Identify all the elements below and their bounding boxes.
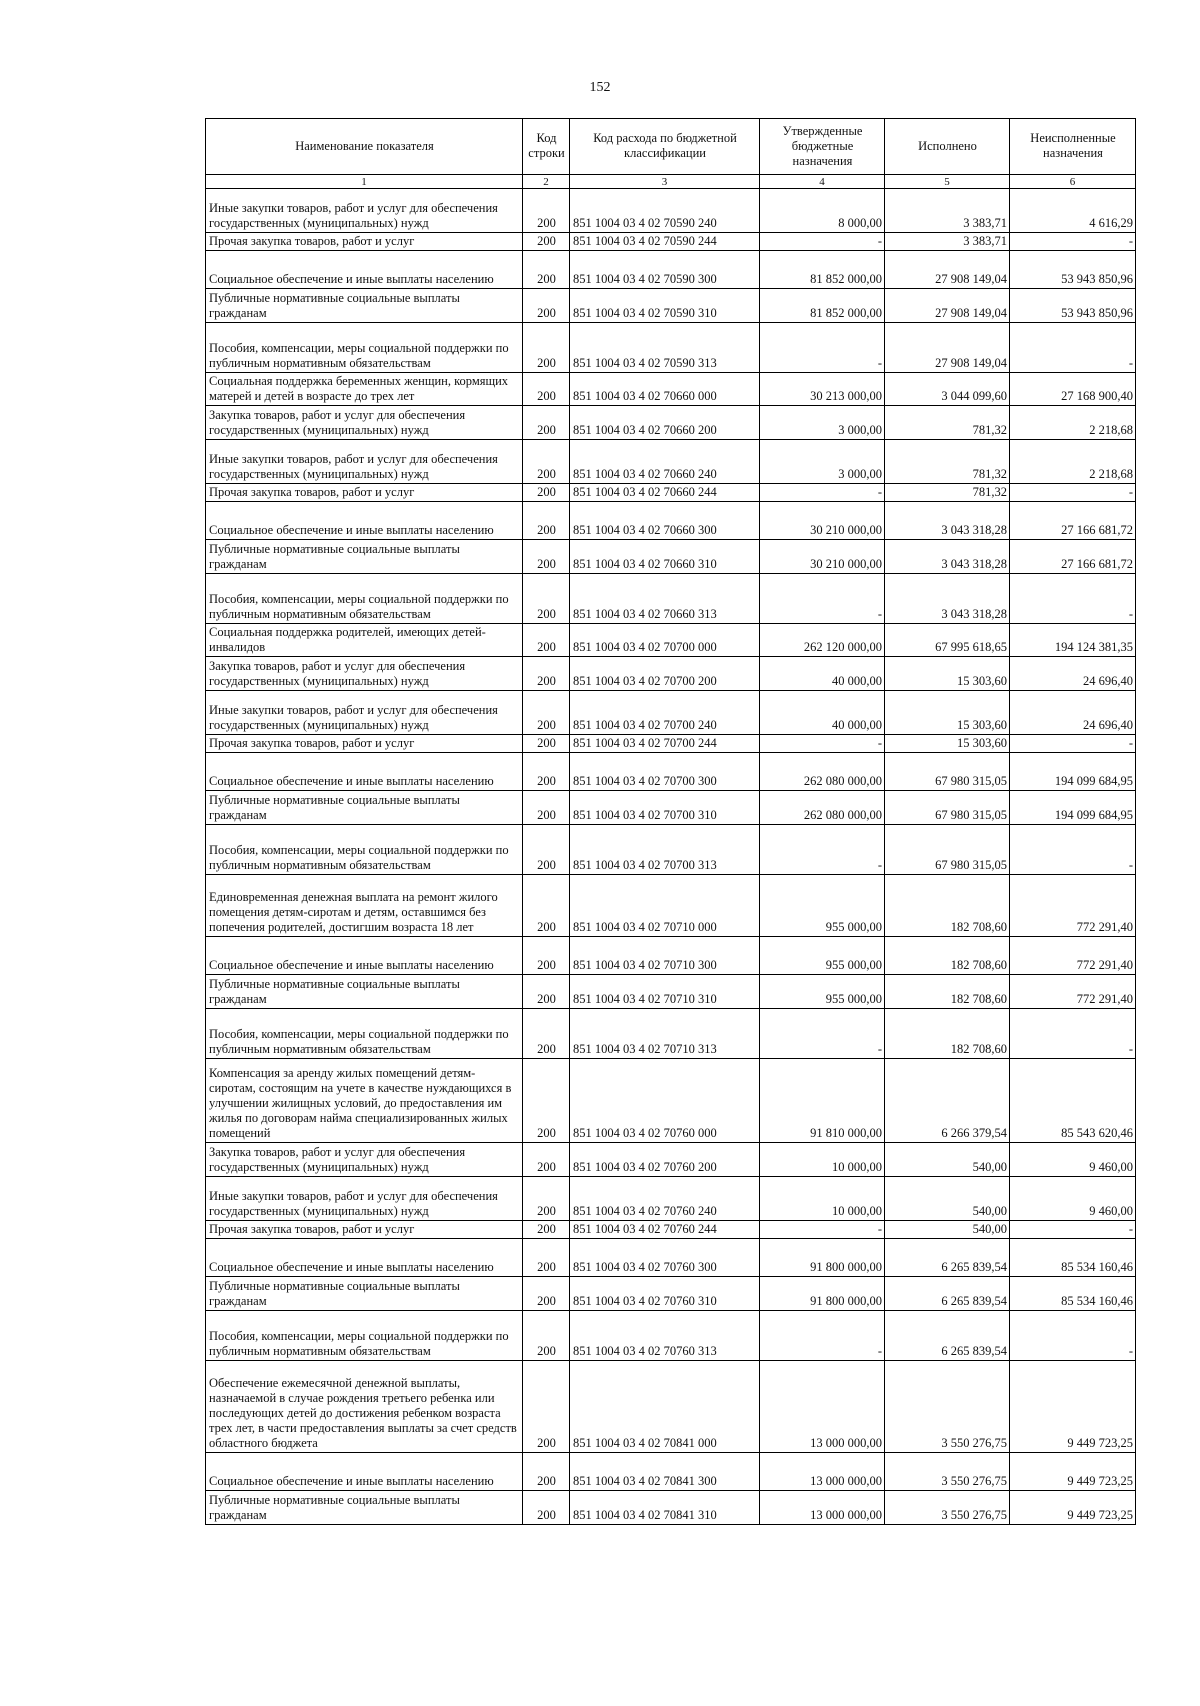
table-row bbox=[206, 624, 1136, 657]
approved-amount: 13 000 000,00 bbox=[760, 1361, 885, 1453]
budget-classification-code: 851 1004 03 4 02 70841 300 bbox=[570, 1453, 760, 1491]
executed-amount: 15 303,60 bbox=[885, 657, 1010, 691]
indicator-name: Прочая закупка товаров, работ и услуг bbox=[206, 484, 523, 502]
executed-amount: 781,32 bbox=[885, 406, 1010, 440]
remaining-amount: 27 168 900,40 bbox=[1010, 373, 1136, 406]
approved-amount: 8 000,00 bbox=[760, 189, 885, 233]
row-code: 200 bbox=[523, 574, 570, 624]
table-row bbox=[206, 251, 1136, 289]
row-code: 200 bbox=[523, 406, 570, 440]
approved-amount: 3 000,00 bbox=[760, 440, 885, 484]
row-code: 200 bbox=[523, 691, 570, 735]
executed-amount: 781,32 bbox=[885, 484, 1010, 502]
table-row bbox=[206, 574, 1136, 624]
budget-classification-code: 851 1004 03 4 02 70660 300 bbox=[570, 502, 760, 540]
column-numbers-row bbox=[206, 175, 1136, 189]
table-row bbox=[206, 406, 1136, 440]
table-row bbox=[206, 1239, 1136, 1277]
row-code: 200 bbox=[523, 753, 570, 791]
budget-classification-code: 851 1004 03 4 02 70760 300 bbox=[570, 1239, 760, 1277]
row-code: 200 bbox=[523, 1239, 570, 1277]
remaining-amount: 27 166 681,72 bbox=[1010, 502, 1136, 540]
executed-amount: 27 908 149,04 bbox=[885, 323, 1010, 373]
approved-amount: 91 800 000,00 bbox=[760, 1277, 885, 1311]
budget-classification-code: 851 1004 03 4 02 70760 240 bbox=[570, 1177, 760, 1221]
indicator-name: Единовременная денежная выплата на ремонт жилого помещения детям-сиротам и детям, оставшимся без попечения родителей, достигшим возраста 18 лет bbox=[206, 875, 523, 937]
table-row bbox=[206, 1221, 1136, 1239]
remaining-amount: 85 534 160,46 bbox=[1010, 1239, 1136, 1277]
table-row bbox=[206, 289, 1136, 323]
approved-amount: 10 000,00 bbox=[760, 1143, 885, 1177]
row-code: 200 bbox=[523, 1177, 570, 1221]
approved-amount: 91 810 000,00 bbox=[760, 1059, 885, 1143]
remaining-amount: 9 460,00 bbox=[1010, 1177, 1136, 1221]
indicator-name: Прочая закупка товаров, работ и услуг bbox=[206, 1221, 523, 1239]
row-code: 200 bbox=[523, 735, 570, 753]
row-code: 200 bbox=[523, 1311, 570, 1361]
remaining-amount: 194 099 684,95 bbox=[1010, 753, 1136, 791]
remaining-amount: 772 291,40 bbox=[1010, 875, 1136, 937]
table-row bbox=[206, 440, 1136, 484]
executed-amount: 3 044 099,60 bbox=[885, 373, 1010, 406]
indicator-name: Социальное обеспечение и иные выплаты населению bbox=[206, 502, 523, 540]
indicator-name: Социальное обеспечение и иные выплаты населению bbox=[206, 937, 523, 975]
remaining-amount: 53 943 850,96 bbox=[1010, 251, 1136, 289]
remaining-amount: 85 543 620,46 bbox=[1010, 1059, 1136, 1143]
indicator-name: Публичные нормативные социальные выплаты гражданам bbox=[206, 540, 523, 574]
indicator-name: Пособия, компенсации, меры социальной поддержки по публичным нормативным обязательствам bbox=[206, 1009, 523, 1059]
table-row bbox=[206, 1059, 1136, 1143]
row-code: 200 bbox=[523, 624, 570, 657]
executed-amount: 27 908 149,04 bbox=[885, 289, 1010, 323]
row-code: 200 bbox=[523, 791, 570, 825]
row-code: 200 bbox=[523, 289, 570, 323]
budget-classification-code: 851 1004 03 4 02 70710 310 bbox=[570, 975, 760, 1009]
executed-amount: 540,00 bbox=[885, 1177, 1010, 1221]
table-row bbox=[206, 657, 1136, 691]
row-code: 200 bbox=[523, 975, 570, 1009]
table-row bbox=[206, 735, 1136, 753]
column-number: 3 bbox=[570, 175, 760, 189]
approved-amount: 13 000 000,00 bbox=[760, 1453, 885, 1491]
header-approved: Утвержденные бюджетные назначения bbox=[760, 119, 885, 175]
approved-amount: - bbox=[760, 233, 885, 251]
remaining-amount: 772 291,40 bbox=[1010, 937, 1136, 975]
executed-amount: 27 908 149,04 bbox=[885, 251, 1010, 289]
header-executed: Исполнено bbox=[885, 119, 1010, 175]
column-number: 2 bbox=[523, 175, 570, 189]
approved-amount: - bbox=[760, 1221, 885, 1239]
remaining-amount: - bbox=[1010, 233, 1136, 251]
table-row bbox=[206, 233, 1136, 251]
approved-amount: - bbox=[760, 323, 885, 373]
indicator-name: Закупка товаров, работ и услуг для обеспечения государственных (муниципальных) нужд bbox=[206, 406, 523, 440]
approved-amount: 81 852 000,00 bbox=[760, 251, 885, 289]
indicator-name: Обеспечение ежемесячной денежной выплаты, назначаемой в случае рождения третьего ребенка или последующих детей до достижения ребенком возраста трех лет, в части предоставления выплаты за счет средств областного бюджета bbox=[206, 1361, 523, 1453]
executed-amount: 182 708,60 bbox=[885, 975, 1010, 1009]
row-code: 200 bbox=[523, 484, 570, 502]
remaining-amount: 772 291,40 bbox=[1010, 975, 1136, 1009]
table-row bbox=[206, 825, 1136, 875]
indicator-name: Иные закупки товаров, работ и услуг для обеспечения государственных (муниципальных) нужд bbox=[206, 189, 523, 233]
row-code: 200 bbox=[523, 323, 570, 373]
approved-amount: 955 000,00 bbox=[760, 975, 885, 1009]
executed-amount: 67 995 618,65 bbox=[885, 624, 1010, 657]
table-row bbox=[206, 1311, 1136, 1361]
remaining-amount: 53 943 850,96 bbox=[1010, 289, 1136, 323]
table-row bbox=[206, 791, 1136, 825]
approved-amount: 955 000,00 bbox=[760, 937, 885, 975]
indicator-name: Пособия, компенсации, меры социальной поддержки по публичным нормативным обязательствам bbox=[206, 1311, 523, 1361]
table-row bbox=[206, 1491, 1136, 1525]
row-code: 200 bbox=[523, 373, 570, 406]
approved-amount: 40 000,00 bbox=[760, 657, 885, 691]
remaining-amount: 2 218,68 bbox=[1010, 440, 1136, 484]
remaining-amount: 27 166 681,72 bbox=[1010, 540, 1136, 574]
executed-amount: 3 043 318,28 bbox=[885, 502, 1010, 540]
executed-amount: 182 708,60 bbox=[885, 875, 1010, 937]
approved-amount: 262 120 000,00 bbox=[760, 624, 885, 657]
approved-amount: - bbox=[760, 574, 885, 624]
budget-classification-code: 851 1004 03 4 02 70590 300 bbox=[570, 251, 760, 289]
table-header bbox=[206, 119, 1136, 175]
executed-amount: 3 383,71 bbox=[885, 189, 1010, 233]
budget-classification-code: 851 1004 03 4 02 70760 310 bbox=[570, 1277, 760, 1311]
budget-classification-code: 851 1004 03 4 02 70590 313 bbox=[570, 323, 760, 373]
remaining-amount: - bbox=[1010, 1221, 1136, 1239]
indicator-name: Социальная поддержка беременных женщин, кормящих матерей и детей в возрасте до трех лет bbox=[206, 373, 523, 406]
indicator-name: Прочая закупка товаров, работ и услуг bbox=[206, 233, 523, 251]
budget-classification-code: 851 1004 03 4 02 70700 244 bbox=[570, 735, 760, 753]
indicator-name: Социальное обеспечение и иные выплаты населению bbox=[206, 753, 523, 791]
executed-amount: 67 980 315,05 bbox=[885, 791, 1010, 825]
remaining-amount: 9 449 723,25 bbox=[1010, 1491, 1136, 1525]
row-code: 200 bbox=[523, 1221, 570, 1239]
row-code: 200 bbox=[523, 1491, 570, 1525]
table-row bbox=[206, 975, 1136, 1009]
executed-amount: 781,32 bbox=[885, 440, 1010, 484]
table-row bbox=[206, 323, 1136, 373]
row-code: 200 bbox=[523, 1143, 570, 1177]
column-number: 1 bbox=[206, 175, 523, 189]
approved-amount: - bbox=[760, 1311, 885, 1361]
indicator-name: Социальная поддержка родителей, имеющих детей-инвалидов bbox=[206, 624, 523, 657]
remaining-amount: 24 696,40 bbox=[1010, 691, 1136, 735]
budget-classification-code: 851 1004 03 4 02 70590 244 bbox=[570, 233, 760, 251]
executed-amount: 67 980 315,05 bbox=[885, 753, 1010, 791]
indicator-name: Иные закупки товаров, работ и услуг для обеспечения государственных (муниципальных) нужд bbox=[206, 691, 523, 735]
remaining-amount: 4 616,29 bbox=[1010, 189, 1136, 233]
page-number: 152 bbox=[589, 80, 611, 95]
remaining-amount: - bbox=[1010, 1009, 1136, 1059]
budget-classification-code: 851 1004 03 4 02 70590 240 bbox=[570, 189, 760, 233]
indicator-name: Закупка товаров, работ и услуг для обеспечения государственных (муниципальных) нужд bbox=[206, 657, 523, 691]
indicator-name: Публичные нормативные социальные выплаты гражданам bbox=[206, 791, 523, 825]
row-code: 200 bbox=[523, 502, 570, 540]
budget-classification-code: 851 1004 03 4 02 70710 313 bbox=[570, 1009, 760, 1059]
indicator-name: Компенсация за аренду жилых помещений детям-сиротам, состоящим на учете в качестве нуждающихся в улучшении жилищных условий, до предоставления им жилья по договорам найма специализированных жилых помещений bbox=[206, 1059, 523, 1143]
table-row bbox=[206, 1009, 1136, 1059]
table-row bbox=[206, 875, 1136, 937]
table-row bbox=[206, 540, 1136, 574]
indicator-name: Социальное обеспечение и иные выплаты населению bbox=[206, 1453, 523, 1491]
remaining-amount: 24 696,40 bbox=[1010, 657, 1136, 691]
budget-classification-code: 851 1004 03 4 02 70660 200 bbox=[570, 406, 760, 440]
column-number: 6 bbox=[1010, 175, 1136, 189]
table-row bbox=[206, 1277, 1136, 1311]
approved-amount: 262 080 000,00 bbox=[760, 791, 885, 825]
executed-amount: 540,00 bbox=[885, 1221, 1010, 1239]
table-row bbox=[206, 189, 1136, 233]
remaining-amount: - bbox=[1010, 1311, 1136, 1361]
executed-amount: 3 043 318,28 bbox=[885, 574, 1010, 624]
indicator-name: Прочая закупка товаров, работ и услуг bbox=[206, 735, 523, 753]
executed-amount: 182 708,60 bbox=[885, 937, 1010, 975]
executed-amount: 3 550 276,75 bbox=[885, 1361, 1010, 1453]
remaining-amount: 85 534 160,46 bbox=[1010, 1277, 1136, 1311]
indicator-name: Закупка товаров, работ и услуг для обеспечения государственных (муниципальных) нужд bbox=[206, 1143, 523, 1177]
budget-classification-code: 851 1004 03 4 02 70760 244 bbox=[570, 1221, 760, 1239]
remaining-amount: - bbox=[1010, 825, 1136, 875]
row-code: 200 bbox=[523, 875, 570, 937]
executed-amount: 6 265 839,54 bbox=[885, 1277, 1010, 1311]
table-row bbox=[206, 373, 1136, 406]
approved-amount: 91 800 000,00 bbox=[760, 1239, 885, 1277]
indicator-name: Публичные нормативные социальные выплаты гражданам bbox=[206, 289, 523, 323]
row-code: 200 bbox=[523, 189, 570, 233]
row-code: 200 bbox=[523, 1277, 570, 1311]
approved-amount: 3 000,00 bbox=[760, 406, 885, 440]
indicator-name: Публичные нормативные социальные выплаты гражданам bbox=[206, 975, 523, 1009]
approved-amount: 10 000,00 bbox=[760, 1177, 885, 1221]
approved-amount: - bbox=[760, 1009, 885, 1059]
budget-classification-code: 851 1004 03 4 02 70660 000 bbox=[570, 373, 760, 406]
table-row bbox=[206, 484, 1136, 502]
table-body bbox=[206, 175, 1136, 1525]
budget-classification-code: 851 1004 03 4 02 70841 310 bbox=[570, 1491, 760, 1525]
budget-classification-code: 851 1004 03 4 02 70660 310 bbox=[570, 540, 760, 574]
remaining-amount: - bbox=[1010, 484, 1136, 502]
budget-classification-code: 851 1004 03 4 02 70700 310 bbox=[570, 791, 760, 825]
row-code: 200 bbox=[523, 825, 570, 875]
indicator-name: Пособия, компенсации, меры социальной поддержки по публичным нормативным обязательствам bbox=[206, 323, 523, 373]
executed-amount: 3 043 318,28 bbox=[885, 540, 1010, 574]
budget-execution-table bbox=[205, 118, 1136, 1525]
executed-amount: 3 550 276,75 bbox=[885, 1491, 1010, 1525]
executed-amount: 6 265 839,54 bbox=[885, 1239, 1010, 1277]
indicator-name: Социальное обеспечение и иные выплаты населению bbox=[206, 1239, 523, 1277]
budget-classification-code: 851 1004 03 4 02 70760 200 bbox=[570, 1143, 760, 1177]
row-code: 200 bbox=[523, 440, 570, 484]
indicator-name: Социальное обеспечение и иные выплаты населению bbox=[206, 251, 523, 289]
budget-classification-code: 851 1004 03 4 02 70710 000 bbox=[570, 875, 760, 937]
row-code: 200 bbox=[523, 937, 570, 975]
table-row bbox=[206, 1177, 1136, 1221]
budget-classification-code: 851 1004 03 4 02 70660 313 bbox=[570, 574, 760, 624]
budget-classification-code: 851 1004 03 4 02 70760 313 bbox=[570, 1311, 760, 1361]
budget-classification-code: 851 1004 03 4 02 70590 310 bbox=[570, 289, 760, 323]
row-code: 200 bbox=[523, 1361, 570, 1453]
budget-classification-code: 851 1004 03 4 02 70700 240 bbox=[570, 691, 760, 735]
approved-amount: - bbox=[760, 484, 885, 502]
executed-amount: 67 980 315,05 bbox=[885, 825, 1010, 875]
executed-amount: 6 265 839,54 bbox=[885, 1311, 1010, 1361]
remaining-amount: 9 449 723,25 bbox=[1010, 1453, 1136, 1491]
budget-classification-code: 851 1004 03 4 02 70660 244 bbox=[570, 484, 760, 502]
approved-amount: - bbox=[760, 735, 885, 753]
remaining-amount: 9 449 723,25 bbox=[1010, 1361, 1136, 1453]
approved-amount: 955 000,00 bbox=[760, 875, 885, 937]
indicator-name: Публичные нормативные социальные выплаты гражданам bbox=[206, 1277, 523, 1311]
remaining-amount: - bbox=[1010, 735, 1136, 753]
column-number: 5 bbox=[885, 175, 1010, 189]
executed-amount: 15 303,60 bbox=[885, 691, 1010, 735]
header-row-code: Код строки bbox=[523, 119, 570, 175]
budget-classification-code: 851 1004 03 4 02 70700 300 bbox=[570, 753, 760, 791]
table-row bbox=[206, 937, 1136, 975]
approved-amount: 13 000 000,00 bbox=[760, 1491, 885, 1525]
budget-classification-code: 851 1004 03 4 02 70710 300 bbox=[570, 937, 760, 975]
header-remaining: Неисполненные назначения bbox=[1010, 119, 1136, 175]
row-code: 200 bbox=[523, 657, 570, 691]
approved-amount: 262 080 000,00 bbox=[760, 753, 885, 791]
budget-classification-code: 851 1004 03 4 02 70760 000 bbox=[570, 1059, 760, 1143]
remaining-amount: 194 124 381,35 bbox=[1010, 624, 1136, 657]
budget-classification-code: 851 1004 03 4 02 70700 000 bbox=[570, 624, 760, 657]
executed-amount: 3 383,71 bbox=[885, 233, 1010, 251]
approved-amount: 30 210 000,00 bbox=[760, 502, 885, 540]
row-code: 200 bbox=[523, 251, 570, 289]
remaining-amount: - bbox=[1010, 323, 1136, 373]
executed-amount: 6 266 379,54 bbox=[885, 1059, 1010, 1143]
table-row bbox=[206, 1453, 1136, 1491]
table-row bbox=[206, 502, 1136, 540]
row-code: 200 bbox=[523, 1453, 570, 1491]
remaining-amount: 2 218,68 bbox=[1010, 406, 1136, 440]
header-classification: Код расхода по бюджетной классификации bbox=[570, 119, 760, 175]
budget-classification-code: 851 1004 03 4 02 70700 313 bbox=[570, 825, 760, 875]
row-code: 200 bbox=[523, 233, 570, 251]
remaining-amount: 194 099 684,95 bbox=[1010, 791, 1136, 825]
row-code: 200 bbox=[523, 1009, 570, 1059]
executed-amount: 540,00 bbox=[885, 1143, 1010, 1177]
executed-amount: 15 303,60 bbox=[885, 735, 1010, 753]
approved-amount: 30 213 000,00 bbox=[760, 373, 885, 406]
remaining-amount: - bbox=[1010, 574, 1136, 624]
budget-classification-code: 851 1004 03 4 02 70660 240 bbox=[570, 440, 760, 484]
column-number: 4 bbox=[760, 175, 885, 189]
approved-amount: 40 000,00 bbox=[760, 691, 885, 735]
budget-classification-code: 851 1004 03 4 02 70841 000 bbox=[570, 1361, 760, 1453]
row-code: 200 bbox=[523, 1059, 570, 1143]
table-row bbox=[206, 1361, 1136, 1453]
indicator-name: Публичные нормативные социальные выплаты гражданам bbox=[206, 1491, 523, 1525]
indicator-name: Пособия, компенсации, меры социальной поддержки по публичным нормативным обязательствам bbox=[206, 825, 523, 875]
indicator-name: Иные закупки товаров, работ и услуг для обеспечения государственных (муниципальных) нужд bbox=[206, 1177, 523, 1221]
table-row bbox=[206, 691, 1136, 735]
remaining-amount: 9 460,00 bbox=[1010, 1143, 1136, 1177]
executed-amount: 182 708,60 bbox=[885, 1009, 1010, 1059]
indicator-name: Иные закупки товаров, работ и услуг для обеспечения государственных (муниципальных) нужд bbox=[206, 440, 523, 484]
row-code: 200 bbox=[523, 540, 570, 574]
approved-amount: 30 210 000,00 bbox=[760, 540, 885, 574]
table-row bbox=[206, 753, 1136, 791]
approved-amount: - bbox=[760, 825, 885, 875]
table-row bbox=[206, 1143, 1136, 1177]
indicator-name: Пособия, компенсации, меры социальной поддержки по публичным нормативным обязательствам bbox=[206, 574, 523, 624]
approved-amount: 81 852 000,00 bbox=[760, 289, 885, 323]
executed-amount: 3 550 276,75 bbox=[885, 1453, 1010, 1491]
budget-classification-code: 851 1004 03 4 02 70700 200 bbox=[570, 657, 760, 691]
header-name: Наименование показателя bbox=[206, 119, 523, 175]
